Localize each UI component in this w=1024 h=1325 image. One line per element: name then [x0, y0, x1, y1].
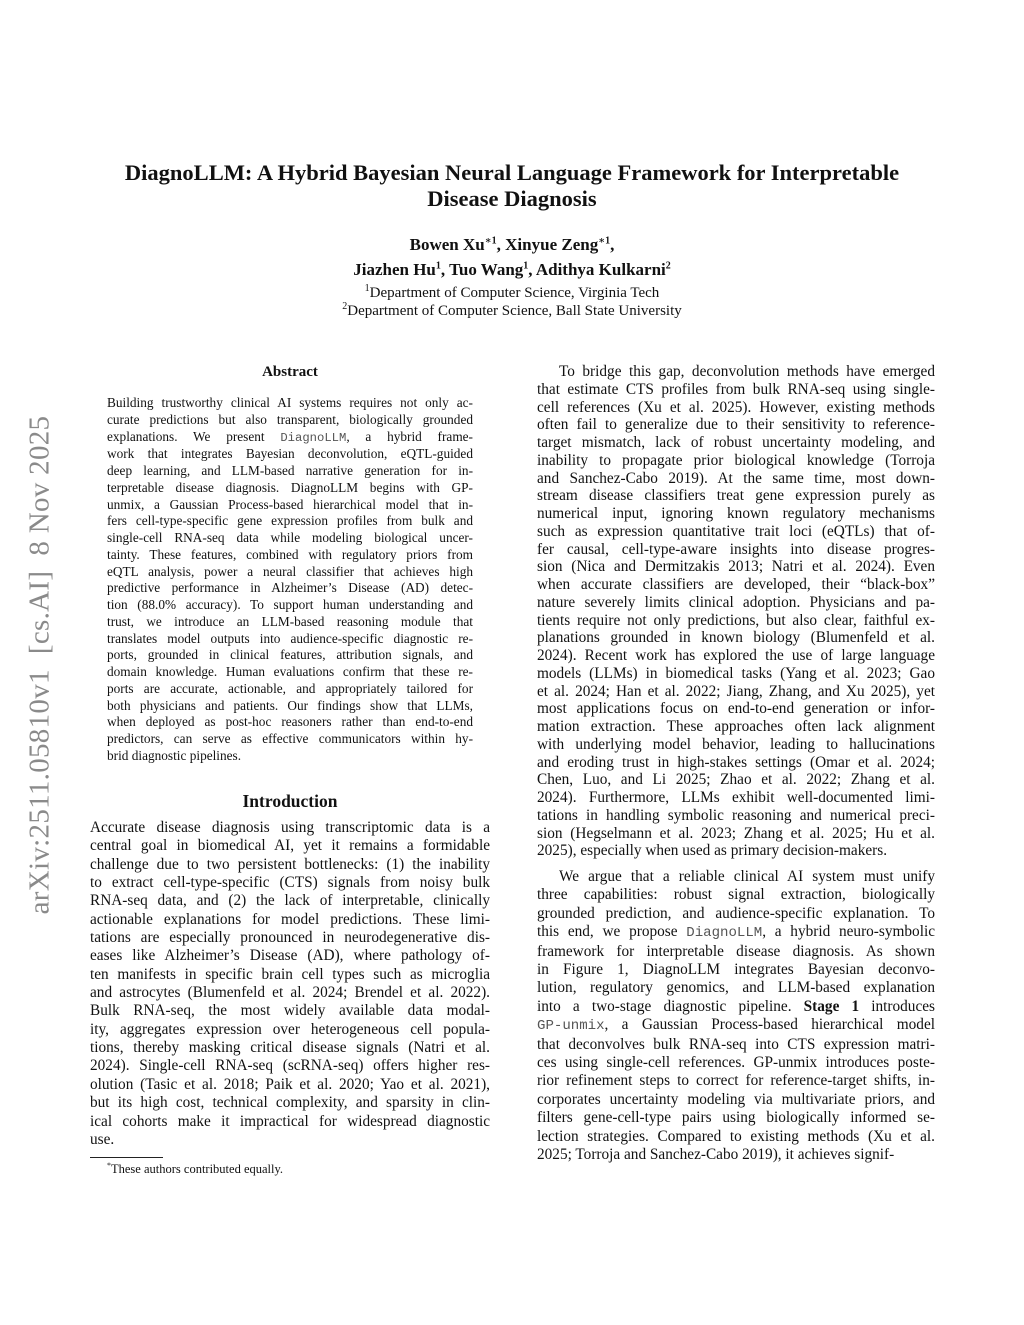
text-line: 2024). Single-cell RNA-seq (scRNA-seq) offers higher res- — [90, 1057, 490, 1075]
text-line: ten manifests in specific brain cell types such as microglia — [90, 965, 490, 983]
text-line: sion (Nica and Dermitzakis 2013; Natri et al. 2024). Even — [537, 558, 935, 576]
text-line — [537, 1016, 935, 1035]
text-line: Chen, Luo, and Li 2025; Zhao et al. 2022; Zhang et al. — [537, 771, 935, 789]
text-line: Bulk RNA-seq, the most widely available data modal- — [90, 1002, 490, 1020]
text-run: , a Gaussian Process-based hierarchical model — [604, 1016, 935, 1034]
abstract-heading: Abstract — [262, 364, 318, 380]
text-line: with underlying model behavior, leading to hallucinations — [537, 735, 935, 753]
author-line — [0, 257, 1024, 282]
superscript: 2 — [665, 260, 671, 272]
arxiv-identifier-sidebar[interactable]: arXiv:2511.05810v1 [cs.AI] 8 Nov 2025 — [23, 415, 56, 915]
monospace-name: GP-unmix — [537, 1018, 605, 1035]
text-line: both physicians and patients. Our findings show that LLMs, — [107, 697, 473, 713]
text-line: target mismatch, lack of robust uncertainty modeling, and — [537, 434, 935, 451]
text-line: in Figure 1, DiagnoLLM integrates Bayesian deconvo- — [537, 961, 935, 979]
text-line: grounded prediction, and audience-specific explanation. To — [537, 904, 935, 922]
text-line: To bridge this gap, deconvolution methods have emerged — [559, 363, 935, 380]
text-line: but its high cost, technical complexity, and sparsity in clin- — [90, 1094, 490, 1112]
footnote — [107, 1162, 283, 1177]
text-line: mation extraction. These approaches often lack alignment — [537, 718, 935, 735]
text-line: often fail to generalize due to their sensitivity to reference- — [537, 416, 935, 434]
superscript: 1 — [523, 260, 529, 272]
footnote-divider — [90, 1157, 163, 1158]
abstract-body — [107, 395, 473, 765]
text-line: eases like Alzheimer’s Disease (AD), where pathology of- — [90, 947, 490, 965]
text-run: , Tuo Wang — [440, 260, 524, 279]
affiliations — [0, 284, 1024, 320]
text-line: fer causal, cell-type-aware insights into disease progres- — [537, 540, 935, 558]
monospace-name: DiagnoLLM — [280, 430, 347, 445]
bold-text: Stage 1 — [803, 997, 860, 1015]
text-line: tations are especially pronounced in neurodegenerative dis- — [90, 929, 490, 947]
text-run: , a hybrid frame- — [346, 428, 473, 444]
text-line: brid diagnostic pipelines. — [107, 747, 242, 763]
text-line: nature severely limits clinical adoption. Physicians and pa- — [537, 593, 935, 611]
superscript: ∗1 — [484, 235, 497, 247]
text-line: tion (88.0% accuracy). To support human understanding and — [107, 597, 473, 612]
text-line: 2025; Torroja and Sanchez-Cabo 2019), it achieves signif- — [537, 1146, 895, 1164]
text-line: olution (Tasic et al. 2018; Paik et al. 2020; Yao et al. 2021), — [90, 1075, 490, 1093]
text-run: Department of Computer Science, Virginia Tech — [369, 285, 660, 301]
text-line: terpretable disease diagnosis. DiagnoLLM begins with GP- — [107, 479, 473, 495]
text-line: central goal in biomedical AI, yet it remains a formidable — [90, 837, 490, 855]
text-line — [537, 998, 935, 1016]
text-line: rior refinement steps to correct for reference-target shifts, in- — [537, 1072, 935, 1090]
text-line: sion (Hegselmann et al. 2023; Zhang et al. 2025; Hu et al. — [537, 824, 935, 842]
text-line: and eroding trust in high-stakes settings (Omar et al. 2024; — [537, 753, 935, 771]
title-line-2: Disease Diagnosis — [427, 186, 597, 211]
text-line: Accurate disease diagnosis using transcriptomic data is a — [90, 819, 490, 836]
introduction-paragraph-1 — [90, 819, 490, 1149]
text-line: actionable explanations for model predictions. These limi- — [90, 910, 490, 928]
text-line: tients require not only predictions, but also clear, faithful ex- — [537, 611, 935, 629]
text-line: when deployed as post-hoc reasoners rather than end-to-end — [107, 714, 473, 730]
monospace-name: DiagnoLLM — [686, 925, 763, 942]
introduction-paragraph-2 — [537, 363, 935, 860]
text-line: planations grounded in known biology (Blumenfeld et al. — [537, 629, 935, 647]
text-line: trust, we introduce an LLM-based reasoning module that — [107, 613, 473, 629]
text-run: explanations. We present — [107, 428, 281, 444]
text-run: Department of Computer Science, Ball State University — [347, 303, 682, 319]
text-line: translates model outputs into audience-specific diagnostic re- — [107, 630, 473, 646]
text-line: tations in handling symbolic reasoning and numerical preci- — [537, 806, 935, 824]
text-run: introduces — [859, 997, 935, 1015]
text-line: use. — [90, 1130, 115, 1148]
text-run: Bowen Xu — [409, 235, 485, 254]
text-line: lection strategies. Compared to existing methods (Xu et al. — [537, 1127, 935, 1145]
text-line: domain knowledge. Human evaluations confirm that these re- — [107, 664, 473, 679]
text-line: eQTL analysis, power a neural classifier that achieves high — [107, 563, 473, 579]
text-line: fers cell-type-specific gene expression profiles from bulk and — [107, 513, 473, 529]
text-line: single-cell RNA-seq data while modeling biological uncer- — [107, 530, 473, 545]
text-line: when accurate classifiers are developed, their “black-box” — [537, 576, 935, 593]
text-line: tainty. These features, combined with regulatory priors from — [107, 546, 473, 562]
superscript: ∗1 — [598, 235, 611, 247]
text-line: predictors, can serve as effective communicators within hy- — [107, 731, 473, 746]
text-line: corporates uncertainty modeling via multivariate priors, and — [537, 1090, 935, 1108]
author-list — [0, 232, 1024, 282]
text-run: , Adithya Kulkarni — [528, 260, 666, 279]
text-line: ces using single-cell references. GP-unmix introduces poste- — [537, 1054, 935, 1072]
text-line: that deconvolves bulk RNA-seq into CTS expression matri- — [537, 1035, 935, 1053]
text-run: , — [610, 235, 615, 254]
text-line: that estimate CTS profiles from bulk RNA-seq using single- — [537, 380, 935, 398]
text-line: most applications focus on end-to-end generation or infor- — [537, 700, 935, 718]
superscript: 1 — [364, 283, 370, 294]
text-line: deep learning, and LLM-based narrative generation for in- — [107, 463, 473, 478]
text-line: 2024). Recent work has explored the use of large language — [537, 647, 935, 664]
text-line: 2024). Furthermore, LLMs exhibit well-documented limi- — [537, 789, 935, 806]
text-line — [107, 429, 473, 447]
text-line: We argue that a reliable clinical AI system must unify — [559, 868, 935, 885]
text-line: et al. 2024; Han et al. 2022; Jiang, Zhang, and Xu 2025), yet — [537, 682, 935, 700]
text-line: filters gene-cell-type pairs using biologically informed se- — [537, 1109, 935, 1127]
text-line: Building trustworthy clinical AI systems requires not only ac- — [107, 395, 473, 410]
text-line: framework for interpretable disease diagnosis. As shown — [537, 942, 935, 960]
text-run: Jiazhen Hu — [353, 260, 436, 279]
text-line: curate predictions but also transparent, biologically grounded — [107, 411, 473, 427]
text-line: three capabilities: robust signal extraction, biologically — [537, 886, 935, 904]
text-line: challenge due to two persistent bottlenecks: (1) the inability — [90, 855, 490, 873]
superscript: 2 — [342, 301, 348, 312]
text-line: cell references (Xu et al. 2025). However, existing methods — [537, 398, 935, 416]
text-line — [537, 923, 935, 942]
text-line: ports are accurate, actionable, and appropriately tailored for — [107, 680, 473, 696]
affiliation-line — [0, 302, 1024, 320]
text-line: such as expression quantitative trait loci (eQTLs) that of- — [537, 522, 935, 540]
text-line: and astrocytes (Blumenfeld et al. 2024; Brendel et al. 2022). — [90, 984, 490, 1002]
text-line: ports, grounded in clinical features, attribution signals, and — [107, 647, 473, 663]
text-run: , Xinyue Zeng — [496, 235, 599, 254]
introduction-paragraph-3 — [537, 868, 935, 1165]
text-line: numerical input, ignoring known regulatory mechanisms — [537, 505, 935, 522]
text-line: predictive performance in Alzheimer’s Disease (AD) detec- — [107, 580, 473, 596]
text-run: , a hybrid neuro-symbolic — [762, 923, 935, 941]
text-run: this end, we propose — [537, 923, 687, 941]
right-column — [537, 363, 935, 1165]
text-line: work that integrates Bayesian deconvolution, eQTL-guided — [107, 446, 473, 462]
text-line: RNA-seq data, and (2) the lack of interpretable, clinically — [90, 892, 490, 910]
footnote-text: These authors contributed equally. — [111, 1162, 284, 1176]
introduction-heading: Introduction — [242, 791, 338, 811]
affiliation-line — [0, 284, 1024, 302]
title-line-1: DiagnoLLM: A Hybrid Bayesian Neural Language Framework for Interpretable — [124, 160, 900, 185]
text-line: and Sanchez-Cabo 2019). At the same time, most down- — [537, 469, 935, 487]
footnote-mark: * — [107, 1160, 111, 1170]
text-line: ical cohorts make it impractical for widespread diagnostic — [90, 1112, 490, 1130]
text-line: inability to propagate prior biological knowledge (Torroja — [537, 451, 935, 469]
text-line: unmix, a Gaussian Process-based hierarchical model that in- — [107, 496, 473, 512]
author-line — [0, 232, 1024, 257]
text-line: stream disease classifiers treat gene expression purely as — [537, 487, 935, 505]
text-line: ity, aggregates expression over heterogeneous cell popula- — [90, 1020, 490, 1038]
text-line: 2025), especially when used as primary decision-makers. — [537, 842, 888, 860]
text-run: into a two-stage diagnostic pipeline. — [537, 997, 804, 1015]
text-line: to extract cell-type-specific (CTS) signals from noisy bulk — [90, 874, 490, 892]
paper-title — [0, 160, 1024, 212]
text-line: models (LLMs) in biomedical tasks (Yang et al. 2023; Gao — [537, 664, 935, 682]
text-line: tions, thereby masking critical disease signals (Natri et al. — [90, 1039, 490, 1057]
text-line: lution, regulatory genomics, and LLM-based explanation — [537, 979, 935, 997]
superscript: 1 — [435, 260, 441, 272]
